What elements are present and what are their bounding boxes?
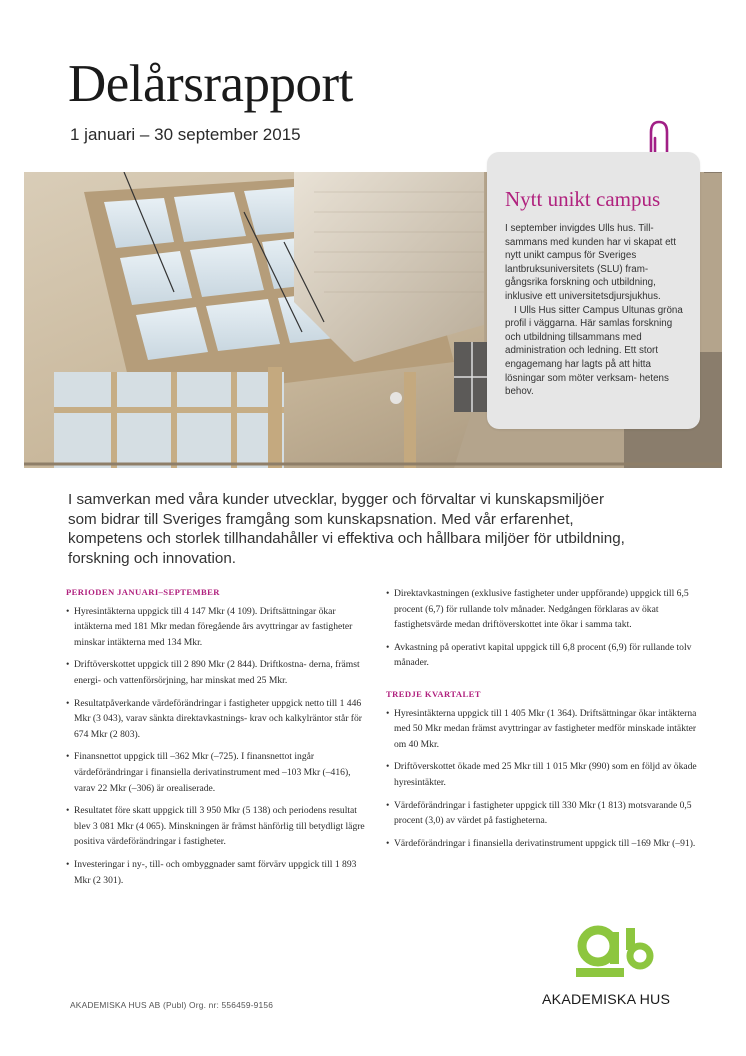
akademiska-hus-logo-icon	[574, 922, 654, 986]
callout-body	[505, 222, 686, 399]
report-period: 1 januari – 30 september 2015	[70, 125, 301, 144]
list-item: • Hyresintäkterna uppgick till 4 147 Mkr (4 109). Driftsättningar ökar intäkterna med 181 Mkr medan föregående års avyttringar av fastigheter minskar intäkterna med 134 Mkr.	[66, 604, 366, 651]
list-item: • Avkastning på operativt kapital uppgick till 6,8 procent (6,9) för rullande tolv månader.	[386, 640, 708, 671]
list-item: • Värdeförändringar i finansiella derivatinstrument uppgick till –169 Mkr (–91).	[386, 836, 708, 852]
list-item: • Resultatet före skatt uppgick till 3 950 Mkr (5 138) och periodens resultat blev 3 081 Mkr (4 065). Minskningen är främst hänförlig till betydligt lägre positiva värdeförändringar i fastigheter.	[66, 803, 366, 850]
company-logo	[540, 922, 690, 1017]
list-item: • Investeringar i ny-, till- och ombyggnader samt förvärv uppgick till 1 893 Mkr (2 301).	[66, 857, 366, 888]
list-item: • Driftöverskottet ökade med 25 Mkr till 1 015 Mkr (990) som en följd av ökade hyresintäkter.	[386, 759, 708, 790]
lead-paragraph: I samverkan med våra kunder utvecklar, bygger och förvaltar vi kunskapsmiljöer som bidrar till Sveriges framgång som kunskapsnation. Med vår erfarenhet, kompetens och storlek tillhandahåller vi effektiva och hållbara miljöer för utbildning, forskning och innovation.	[68, 491, 625, 567]
period-list-continued	[386, 586, 708, 671]
callout-paragraph: I september invigdes Ulls hus. Till- sammans med kunden har vi skapat ett nytt unikt campus för Sveriges lantbruksuniversitets (SLU) fram- gångsrika forskning och utbildning, inklusive ett universitetsdjursjukhus.	[505, 223, 676, 303]
period-heading: PERIODEN JANUARI–SEPTEMBER	[66, 587, 220, 597]
right-column	[386, 586, 708, 858]
list-item: • Resultatpåverkande värdeförändringar i fastigheter uppgick netto till 1 446 Mkr (3 043), varav sänkta direktavkastnings- krav och kalkylräntor står för 674 Mkr (2 803).	[66, 696, 366, 743]
period-column	[66, 585, 366, 895]
logo-text: AKADEMISKA HUS	[542, 992, 671, 1008]
list-item: • Hyresintäkterna uppgick till 1 405 Mkr (1 364). Driftsättningar ökar intäkterna med 50 Mkr medan främst avyttringar av fastigheter medför minskade intäkter om 40 Mkr.	[386, 706, 708, 753]
callout-paragraph: I Ulls Hus sitter Campus Ultunas gröna profil i väggarna. Här samlas forskning och utbildning tillsammans med administration och ledning. Ett stort engagemang har lagts på att hitta lösningar som möter verksam- hetens behov.	[505, 304, 683, 398]
list-item: • Driftöverskottet uppgick till 2 890 Mkr (2 844). Driftkostna- derna, främst energi- och vattenförsörjning, har minskat med 25 Mkr.	[66, 657, 366, 688]
campus-callout	[487, 152, 700, 429]
footer-org-number: AKADEMISKA HUS AB (Publ) Org. nr: 556459-9156	[70, 1000, 274, 1010]
quarter-list	[386, 706, 708, 852]
period-list	[66, 604, 366, 889]
callout-title: Nytt unikt campus	[505, 187, 661, 211]
quarter-heading: TREDJE KVARTALET	[386, 688, 481, 699]
list-item: • Finansnettot uppgick till –362 Mkr (–725). I finansnettot ingår värdeförändringar i finansiella derivatinstrument med –103 Mkr (–416), varav 22 Mkr (–306) är orealiserade.	[66, 749, 366, 796]
page-title: Delårsrapport	[68, 55, 353, 113]
list-item: • Direktavkastningen (exklusive fastigheter under uppförande) uppgick till 6,5 procent (6,7) för rullande tolv månader. Nedgången förklaras av ökat fastighetsvärde medan driftöverskottet inte ökar i samma takt.	[386, 586, 708, 633]
list-item: • Värdeförändringar i fastigheter uppgick till 330 Mkr (1 813) motsvarande 0,5 procent (3,0) av värdet på fastigheterna.	[386, 798, 708, 829]
